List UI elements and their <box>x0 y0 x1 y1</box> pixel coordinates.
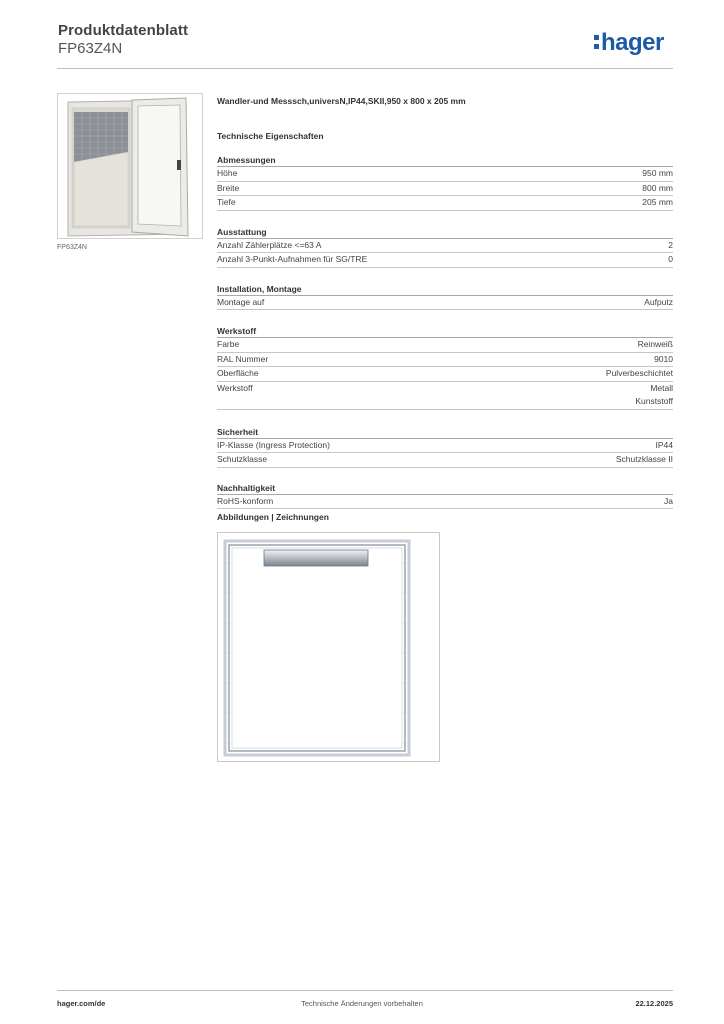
property-value <box>668 253 673 267</box>
property-label: Farbe <box>217 339 240 349</box>
property-row <box>217 453 673 468</box>
property-row <box>217 439 673 454</box>
document-header <box>58 22 188 57</box>
technical-drawing <box>217 532 440 762</box>
property-label: Anzahl 3-Punkt-Aufnahmen für SG/TRE <box>217 254 368 264</box>
property-row <box>217 196 673 211</box>
product-image-caption: FP63Z4N <box>57 244 87 251</box>
property-value <box>638 338 673 352</box>
property-value-line: 9010 <box>654 353 673 364</box>
property-value <box>642 182 673 196</box>
section-heading: Nachhaltigkeit <box>217 482 673 495</box>
property-row <box>217 167 673 182</box>
section-heading: Installation, Montage <box>217 283 673 296</box>
property-row <box>217 367 673 382</box>
property-value <box>654 353 673 367</box>
property-value-line: 950 mm <box>642 168 673 178</box>
hager-logo[interactable] <box>594 29 664 57</box>
property-value <box>642 196 673 210</box>
property-label: RoHS-konform <box>217 495 274 506</box>
images-heading: Abbildungen | Zeichnungen <box>217 512 329 522</box>
property-label: Werkstoff <box>217 382 253 393</box>
property-sections <box>217 154 673 509</box>
property-value <box>644 296 673 310</box>
logo-text: hager <box>601 29 664 56</box>
property-value-line: Pulverbeschichtet <box>605 368 673 378</box>
property-value-line: Schutzklasse II <box>615 454 673 464</box>
header-divider <box>57 68 673 69</box>
property-label: Höhe <box>217 168 238 178</box>
property-label: IP-Klasse (Ingress Protection) <box>217 439 330 450</box>
property-section <box>217 154 673 211</box>
property-label: Montage auf <box>217 296 265 307</box>
property-section <box>217 325 673 410</box>
property-value-line: IP44 <box>655 439 673 450</box>
product-details <box>217 96 673 509</box>
website-link[interactable]: hager.com/de <box>57 999 106 1008</box>
disclaimer: Technische Änderungen vorbehalten <box>301 999 423 1008</box>
section-heading: Abmessungen <box>217 154 673 167</box>
property-row <box>217 382 673 410</box>
property-value-line: Ja <box>664 495 673 506</box>
property-value-line: Kunststoff <box>635 396 673 406</box>
section-heading: Sicherheit <box>217 426 673 439</box>
property-value <box>616 453 673 467</box>
product-description: Wandler-und Messsch,universN,IP44,SKII,950 x 800 x 205 mm <box>217 96 466 106</box>
section-heading: Ausstattung <box>217 226 673 239</box>
property-value <box>635 382 673 409</box>
logo-dots-icon <box>594 35 599 53</box>
document-date: 22.12.2025 <box>635 999 673 1008</box>
property-value-line: 800 mm <box>642 182 673 193</box>
property-row <box>217 296 673 311</box>
property-section <box>217 482 673 510</box>
property-row <box>217 353 673 368</box>
property-value <box>656 439 674 453</box>
product-image <box>57 93 203 239</box>
property-label: RAL Nummer <box>217 353 269 364</box>
property-section <box>217 283 673 311</box>
property-section <box>217 226 673 268</box>
property-row <box>217 239 673 254</box>
property-value-line: Metall <box>650 382 673 393</box>
property-label: Schutzklasse <box>217 454 268 464</box>
property-value-line: 2 <box>668 239 673 250</box>
property-section <box>217 426 673 468</box>
property-label: Breite <box>217 182 240 193</box>
property-label: Oberfläche <box>217 368 259 378</box>
property-row <box>217 338 673 353</box>
property-value-line: Aufputz <box>644 296 673 307</box>
property-row <box>217 182 673 197</box>
article-number: FP63Z4N <box>58 40 123 57</box>
property-value <box>664 495 673 509</box>
section-heading: Werkstoff <box>217 325 673 338</box>
property-row <box>217 495 673 510</box>
property-value-line: 0 <box>668 254 673 264</box>
property-value-line: 205 mm <box>642 197 673 207</box>
property-value-line: Reinweiß <box>637 339 673 349</box>
property-value <box>668 239 673 253</box>
technical-properties-heading: Technische Eigenschaften <box>217 131 324 141</box>
property-row <box>217 253 673 268</box>
property-value <box>642 167 673 181</box>
document-title: Produktdatenblatt <box>58 22 189 39</box>
property-label: Anzahl Zählerplätze <=63 A <box>217 239 322 250</box>
footer-divider <box>57 990 673 991</box>
property-value <box>606 367 673 381</box>
property-label: Tiefe <box>217 197 236 207</box>
